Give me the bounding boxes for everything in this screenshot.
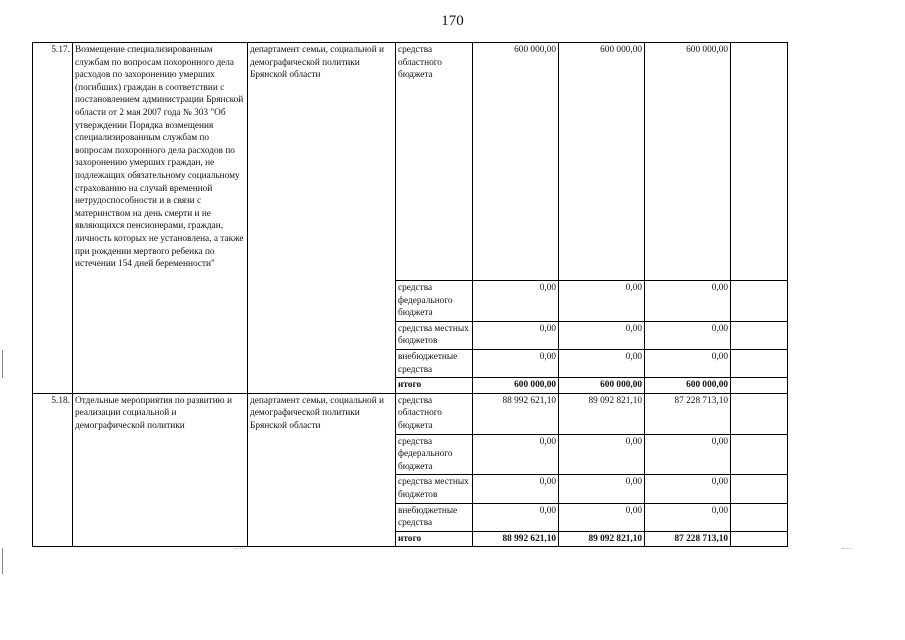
value-year-3: 0,00 xyxy=(645,321,731,349)
funding-source-label: итого xyxy=(396,378,473,394)
scan-edge-mark xyxy=(2,350,3,378)
empty-cell xyxy=(731,378,788,394)
empty-cell xyxy=(731,349,788,377)
total-year-2: 89 092 821,10 xyxy=(559,531,645,547)
value-year-2: 89 092 821,10 xyxy=(559,393,645,434)
value-year-1: 0,00 xyxy=(473,503,559,531)
value-year-2: 0,00 xyxy=(559,434,645,475)
table-row xyxy=(33,43,788,281)
item-number: 5.17. xyxy=(33,43,73,394)
total-year-1: 600 000,00 xyxy=(473,378,559,394)
funding-source-label: средства областного бюджета xyxy=(396,43,473,281)
value-year-3: 87 228 713,10 xyxy=(645,393,731,434)
item-description: Отдельные мероприятия по развитию и реализации социальной и демографической политики xyxy=(73,393,248,547)
empty-cell xyxy=(731,503,788,531)
funding-source-label: средства областного бюджета xyxy=(396,393,473,434)
empty-cell xyxy=(731,434,788,475)
table-row xyxy=(33,393,788,434)
value-year-1: 88 992 621,10 xyxy=(473,393,559,434)
total-year-1: 88 992 621,10 xyxy=(473,531,559,547)
value-year-3: 0,00 xyxy=(645,475,731,503)
item-department: департамент семьи, социальной и демографической политики Брянской области xyxy=(248,43,396,394)
value-year-1: 0,00 xyxy=(473,349,559,377)
item-department: департамент семьи, социальной и демографической политики Брянской области xyxy=(248,393,396,547)
value-year-1: 0,00 xyxy=(473,434,559,475)
funding-source-label: средства местных бюджетов xyxy=(396,475,473,503)
funding-source-label: средства местных бюджетов xyxy=(396,321,473,349)
empty-cell xyxy=(731,475,788,503)
item-description: Возмещение специализированным службам по вопросам похоронного дела расходов по захоронению умерших (погибших) граждан в соответствии с постановлением администрации Брянской области от 2 мая 2007 года № 303 "Об утверждении Порядка возмещения специализированным службам по вопросам похоронного дела расходов по захоронению умерших граждан, не подлежащих обязательному социальному страхованию на случай временной нетрудоспособности и в связи с материнством на день смерти и не являющихся пенсионерами, граждан, личность которых не установлена, а также при рождении мертвого ребенка по истечении 154 дней беременности" xyxy=(73,43,248,394)
page-number: 170 xyxy=(441,13,464,29)
value-year-3: 0,00 xyxy=(645,349,731,377)
empty-cell xyxy=(731,393,788,434)
value-year-3: 600 000,00 xyxy=(645,43,731,281)
value-year-1: 0,00 xyxy=(473,281,559,322)
funding-source-label: итого xyxy=(396,531,473,547)
value-year-2: 0,00 xyxy=(559,321,645,349)
total-year-2: 600 000,00 xyxy=(559,378,645,394)
value-year-1: 0,00 xyxy=(473,321,559,349)
funding-source-label: внебюджетные средства xyxy=(396,349,473,377)
total-year-3: 600 000,00 xyxy=(645,378,731,394)
value-year-3: 0,00 xyxy=(645,434,731,475)
total-year-3: 87 228 713,10 xyxy=(645,531,731,547)
scan-noise xyxy=(235,548,245,550)
funding-source-label: средства федерального бюджета xyxy=(396,281,473,322)
value-year-1: 0,00 xyxy=(473,475,559,503)
funding-source-label: внебюджетные средства xyxy=(396,503,473,531)
empty-cell xyxy=(731,281,788,322)
scan-noise xyxy=(842,548,852,550)
value-year-2: 0,00 xyxy=(559,503,645,531)
value-year-3: 0,00 xyxy=(645,281,731,322)
value-year-2: 0,00 xyxy=(559,349,645,377)
item-number: 5.18. xyxy=(33,393,73,547)
empty-cell xyxy=(731,43,788,281)
value-year-1: 600 000,00 xyxy=(473,43,559,281)
empty-cell xyxy=(731,531,788,547)
value-year-2: 0,00 xyxy=(559,281,645,322)
empty-cell xyxy=(731,321,788,349)
value-year-3: 0,00 xyxy=(645,503,731,531)
program-measures-table xyxy=(32,42,788,547)
value-year-2: 600 000,00 xyxy=(559,43,645,281)
scan-edge-mark xyxy=(2,548,3,574)
value-year-2: 0,00 xyxy=(559,475,645,503)
funding-source-label: средства федерального бюджета xyxy=(396,434,473,475)
